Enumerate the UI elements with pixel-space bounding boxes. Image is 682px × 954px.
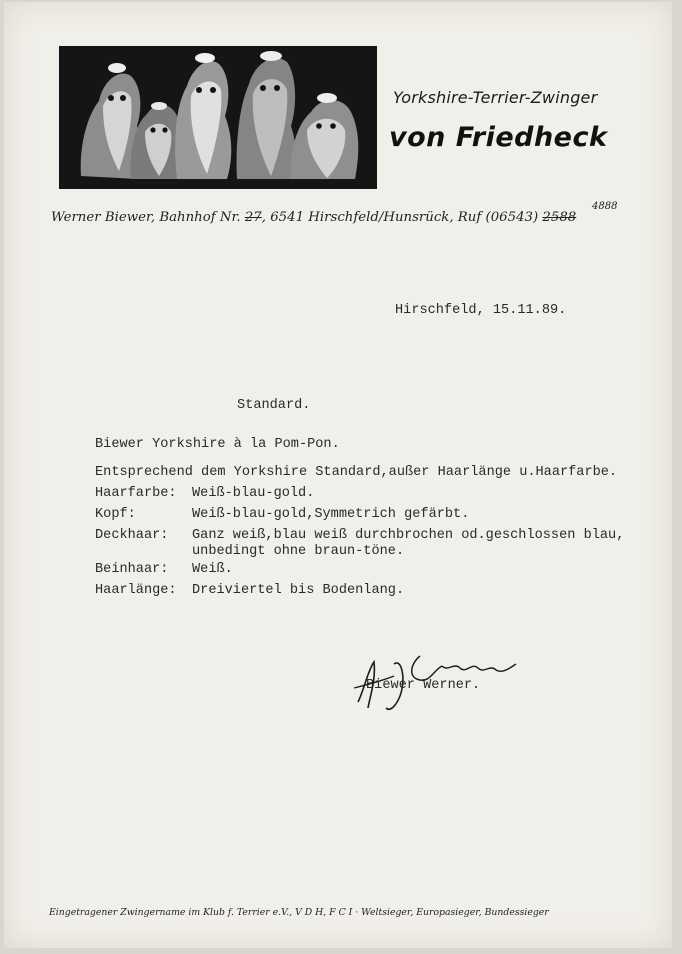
house-number-old: 27 <box>244 210 262 225</box>
dogs-photo <box>59 46 377 189</box>
handwritten-signature <box>350 650 530 714</box>
row-label-haarlaenge: Haarlänge: <box>95 583 177 598</box>
phone-number-new: 4888 <box>592 201 618 212</box>
address-rest: , 6541 Hirschfeld/Hunsrück, Ruf (06543) <box>261 210 543 225</box>
row-value-haarfarbe: Weiß-blau-gold. <box>192 486 315 501</box>
row-label-beinhaar: Beinhaar: <box>95 562 169 577</box>
row-value-kopf: Weiß-blau-gold,Symmetrich gefärbt. <box>192 507 470 522</box>
footer-text: Eingetragener Zwingername im Klub f. Terrier e.V., V D H, F C I · Weltsieger, Europasieger, Bundessieger <box>49 907 549 918</box>
kennel-name: von Friedheck <box>389 122 608 153</box>
place-date: Hirschfeld, 15.11.89. <box>395 303 567 318</box>
row-label-deckhaar: Deckhaar: <box>95 528 169 543</box>
address-main: Werner Biewer, Bahnhof Nr. <box>51 210 245 225</box>
row-value-deckhaar-cont: unbedingt ohne braun-töne. <box>192 544 405 559</box>
letter-heading: Standard. <box>237 398 311 413</box>
letter-intro: Entsprechend dem Yorkshire Standard,außer Haarlänge u.Haarfarbe. <box>95 465 618 480</box>
phone-number-old: 2588 <box>542 210 577 225</box>
row-value-beinhaar: Weiß. <box>192 562 233 577</box>
dogs-illustration <box>59 46 377 189</box>
letter-subject: Biewer Yorkshire à la Pom-Pon. <box>95 437 340 452</box>
row-value-haarlaenge: Dreiviertel bis Bodenlang. <box>192 583 405 598</box>
letter-sheet <box>4 2 672 948</box>
row-value-deckhaar: Ganz weiß,blau weiß durchbrochen od.geschlossen blau, <box>192 528 625 543</box>
kennel-line: Yorkshire-Terrier-Zwinger <box>393 88 598 107</box>
address-line <box>51 210 651 225</box>
row-label-haarfarbe: Haarfarbe: <box>95 486 177 501</box>
row-label-kopf: Kopf: <box>95 507 136 522</box>
signature-name: Biewer Werner. <box>366 678 481 693</box>
